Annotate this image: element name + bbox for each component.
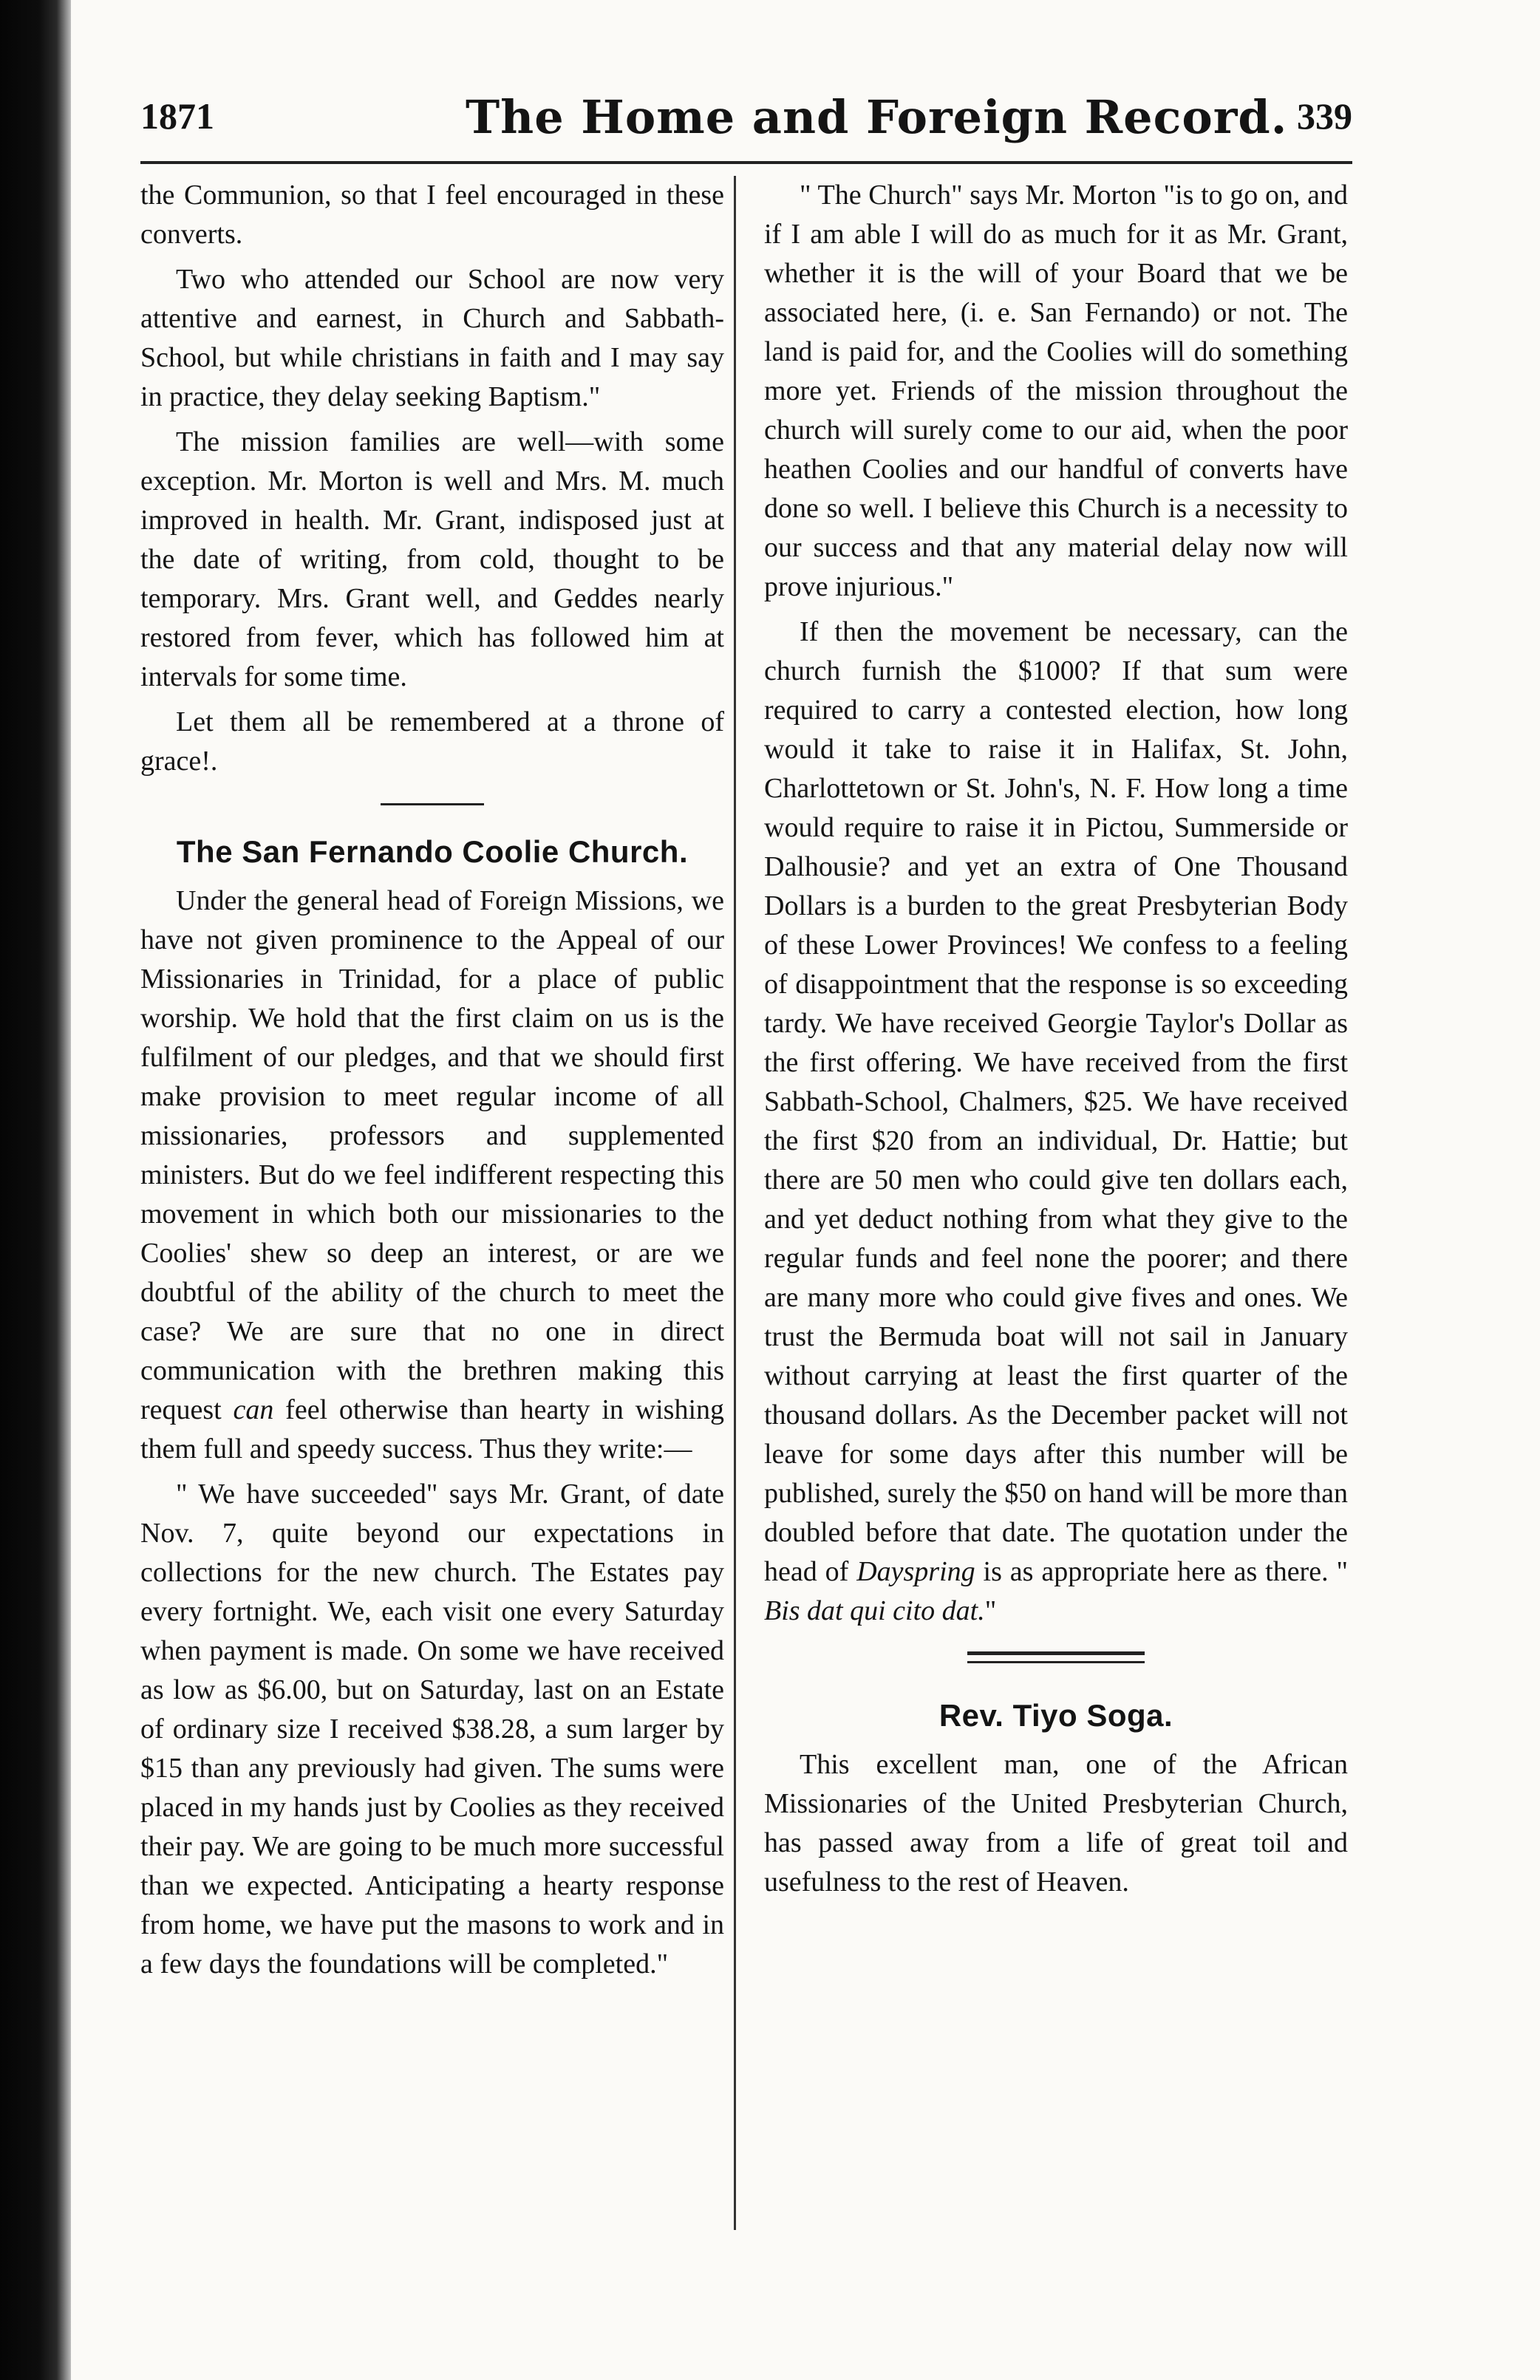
header-rule (140, 161, 1352, 164)
header-year: 1871 (140, 95, 214, 137)
section-separator (381, 803, 484, 805)
paragraph: If then the movement be necessary, can the church furnish the $1000? If that sum were required to carry a contested election, how long would it take to raise it in Halifax, St. John, Charlottetown or St. John's, N. F. How long a time would require to raise it in Pictou, Summerside or Dalhousie? and yet an extra of One Thousand Dollars is a burden to the great Presbyterian Body of these Lower Provinces! We confess to a feeling of disappointment that the response is so exceeding tardy. We have received Georgie Taylor's Dollar as the first offering. We have received from the first Sabbath-School, Chalmers, $25. We have received the first $20 from an individual, Dr. Hattie; but there are 50 men who could give ten dollars each, and yet deduct nothing from what they give to the regular funds and feel none the poorer; and there are many more who could give fives and ones. We trust the Bermuda boat will not sail in January without carrying at least the first quarter of the thousand dollars. As the December packet will not leave for some days after this number will be published, surely the $50 on hand will be more than doubled before that date. The quotation under the head of Dayspring is as appropriate here as there. " Bis dat qui cito dat." (764, 616, 1348, 1626)
column-divider (734, 176, 736, 2230)
page-binding-edge (0, 0, 71, 2380)
paragraph: The mission families are well—with some exception. Mr. Morton is well and Mrs. M. much improved in health. Mr. Grant, indisposed just at the date of writing, from cold, thought to be temporary. Mrs. Grant well, and Geddes nearly restored from fever, which has followed him at intervals for some time. (140, 426, 724, 692)
section-title: The San Fernando Coolie Church. (176, 834, 689, 869)
paragraph: This excellent man, one of the African Missionaries of the United Presbyterian Church, has passed away from a life of great toil and usefulness to the rest of Heaven. (764, 1749, 1348, 1897)
paragraph: Two who attended our School are now very attentive and earnest, in Church and Sabbath-School, but while christians in faith and I may say in practice, they delay seeking Baptism." (140, 264, 724, 412)
section-separator (967, 1651, 1145, 1663)
header-page-number: 339 (1297, 95, 1352, 137)
paragraph: " We have succeeded" says Mr. Grant, of date Nov. 7, quite beyond our expectations in collections for the new church. The Estates pay every fortnight. We, each visit one every Saturday when payment is made. On some we have received as low as $6.00, but on Saturday, last on an Estate of ordinary size I received $38.28, a sum larger by $15 than any previously had given. The sums were placed in my hands just by Coolies as they received their pay. We are going to be much more successful than we expected. Anticipating a hearty response from home, we have put the masons to work and in a few days the foundations will be completed." (140, 1479, 724, 1980)
right-column (764, 176, 1348, 1908)
left-column (140, 176, 724, 1990)
paragraph: Under the general head of Foreign Missions, we have not given prominence to the Appeal of our Missionaries in Trinidad, for a place of public worship. We hold that the first claim on us is the fulfilment of our pledges, and that we should first make provision to meet regular income of all missionaries, professors and supplemented ministers. But do we feel indifferent respecting this movement in which both our missionaries to the Coolies' shew so deep an interest, or are we doubtful of the ability of the church to meet the case? We are sure that no one in direct communication with the brethren making this request can feel otherwise than hearty in wishing them full and speedy success. Thus they write:— (140, 885, 724, 1465)
paragraph: " The Church" says Mr. Morton "is to go on, and if I am able I will do as much for it as Mr. Grant, whether it is the will of your Board that we be associated here, (i. e. San Fernando) or not. The land is paid for, and the Coolies will do something more yet. Friends of the mission throughout the church will surely come to our aid, when the poor heathen Coolies and our handful of converts have done so well. I believe this Church is a necessity to our success and that any material delay now will prove injurious." (764, 180, 1348, 602)
section-title: Rev. Tiyo Soga. (938, 1698, 1173, 1733)
running-header (140, 90, 1352, 151)
paragraph: the Communion, so that I feel encouraged in these converts. (140, 180, 724, 250)
header-title: The Home and Foreign Record. (466, 90, 1288, 144)
paragraph: Let them all be remembered at a throne of grace!. (140, 706, 724, 777)
